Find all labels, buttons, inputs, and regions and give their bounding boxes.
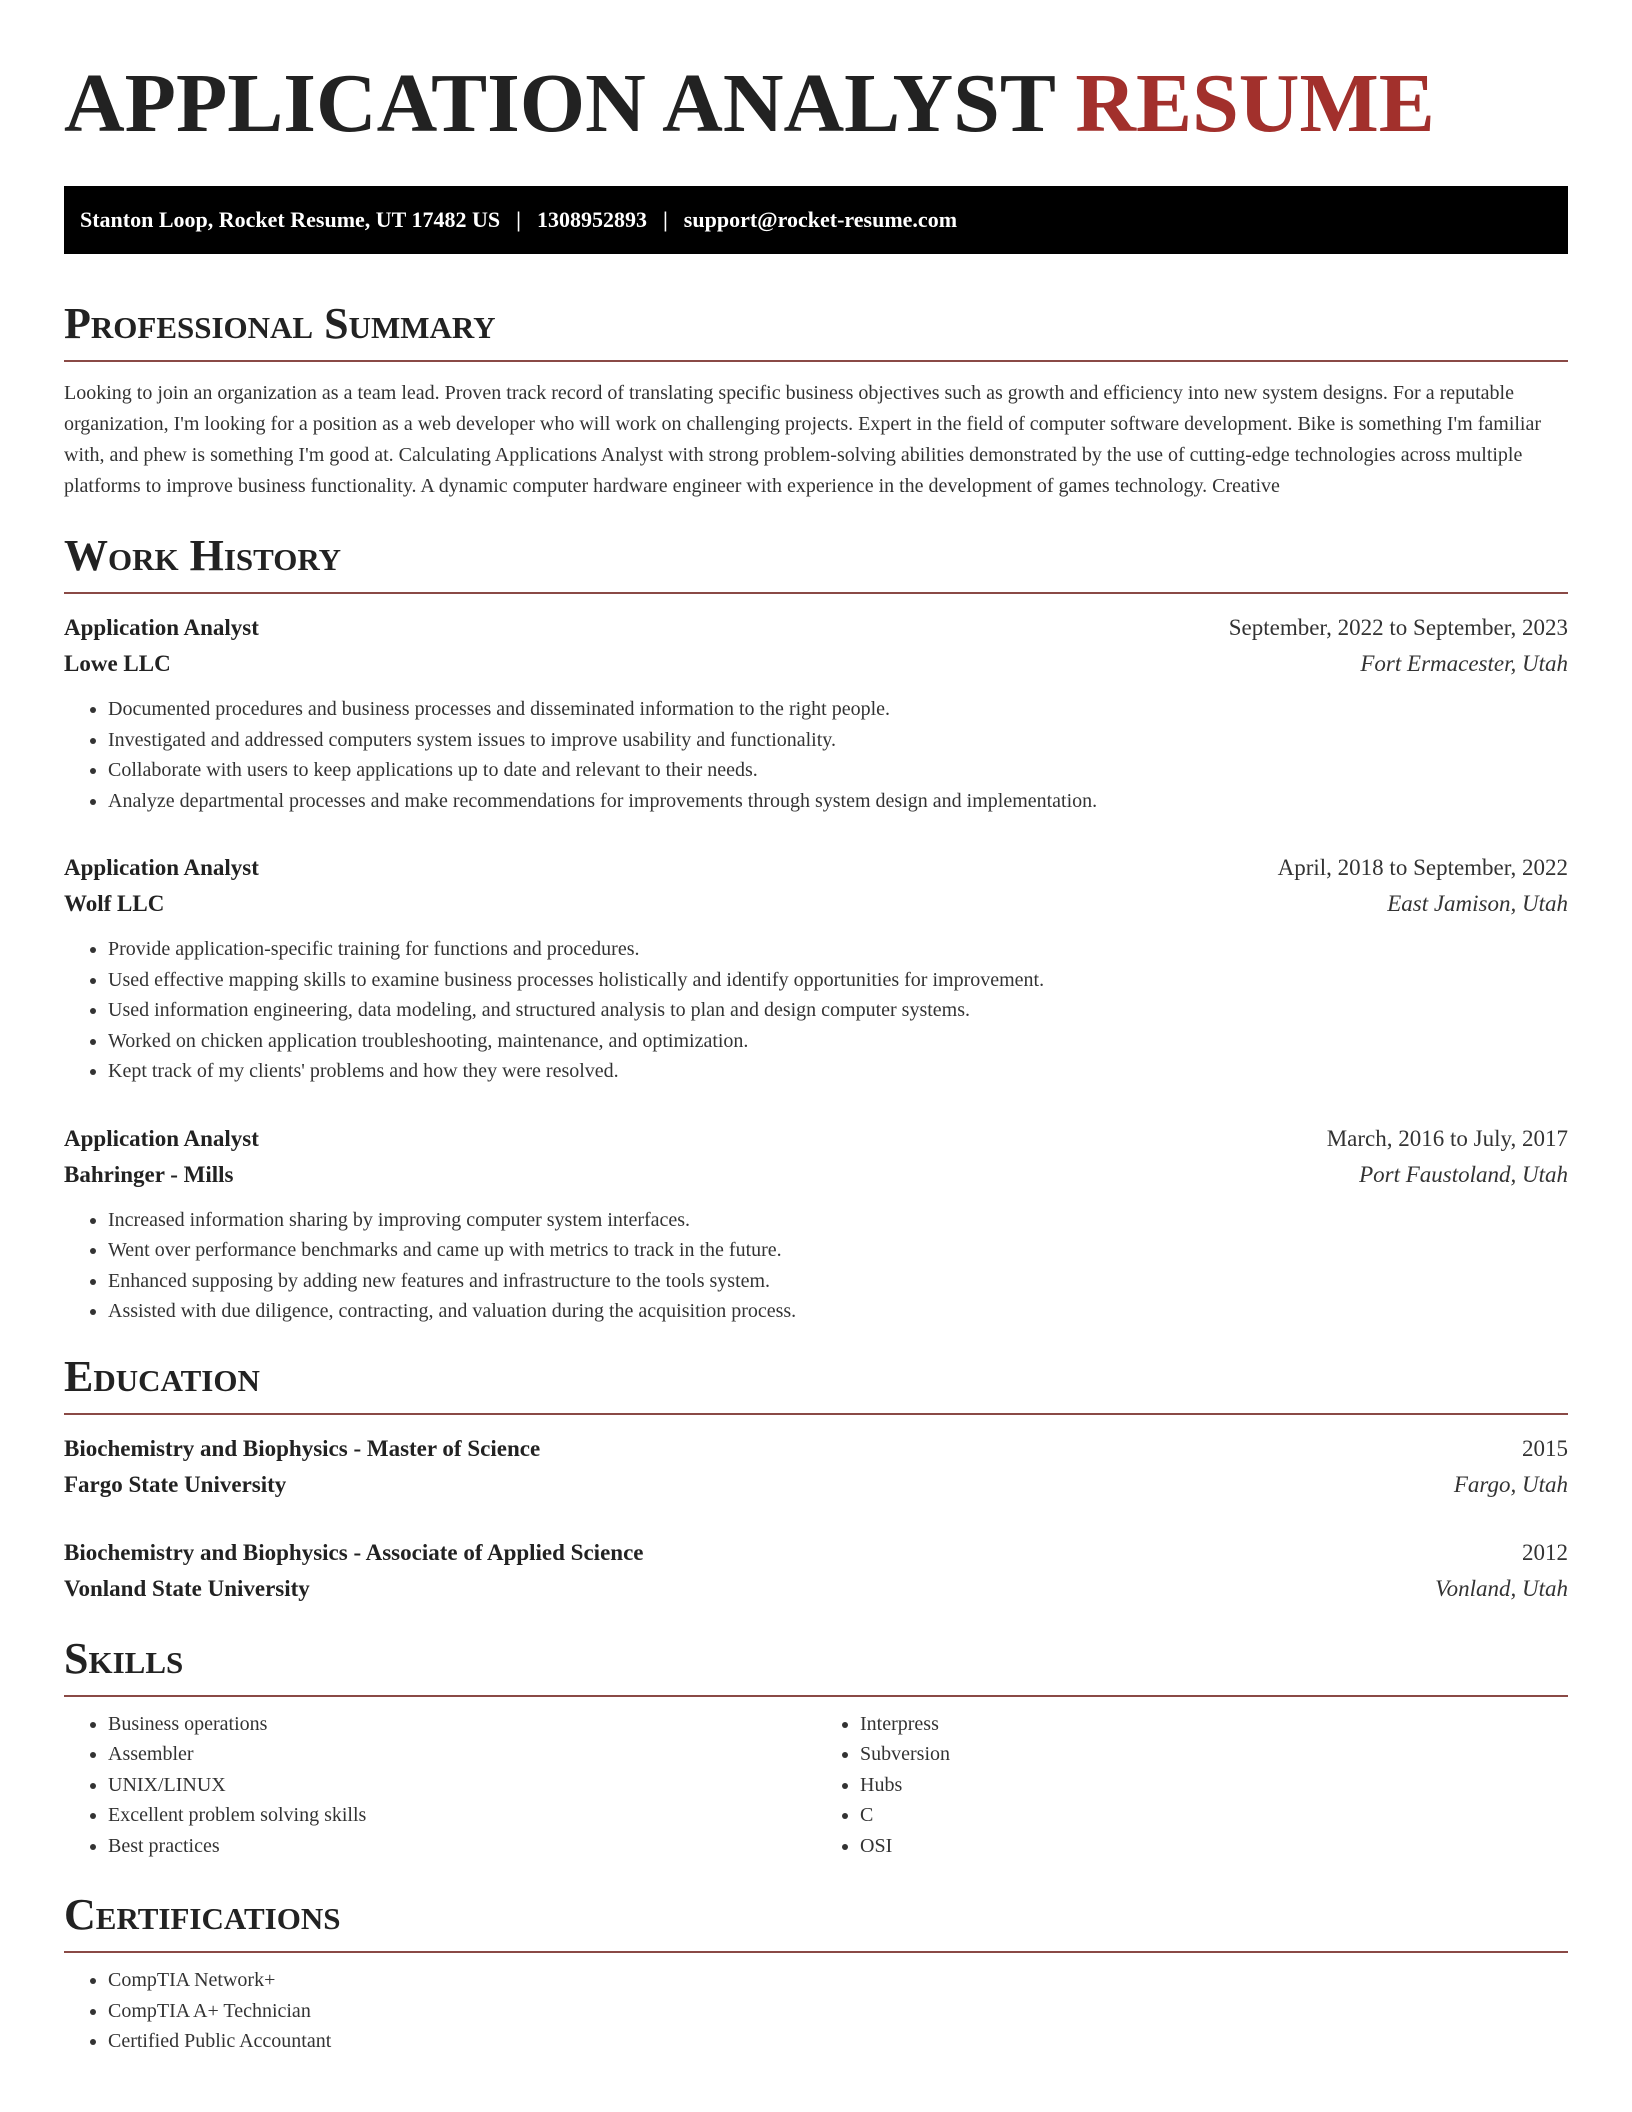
education-entry — [64, 1535, 1568, 1607]
section-divider — [64, 1695, 1568, 1697]
title-main: APPLICATION ANALYST — [64, 57, 1055, 150]
skills-columns — [64, 1709, 1568, 1862]
skill-item: • OSI — [860, 1831, 1568, 1862]
education-year: 2015 — [1522, 1435, 1568, 1461]
job-bullet: • Provide application-specific training for functions and procedures. — [108, 934, 1568, 965]
contact-bar — [64, 186, 1568, 254]
job-header-row — [64, 610, 1568, 646]
skill-item: • UNIX/LINUX — [108, 1770, 816, 1801]
education-entry — [64, 1431, 1568, 1503]
skill-item: • Interpress — [860, 1709, 1568, 1740]
job-location: Fort Ermacester, Utah — [1360, 651, 1568, 676]
section-divider — [64, 592, 1568, 594]
job-entry — [64, 850, 1568, 1087]
job-company: Bahringer - Mills — [64, 1161, 234, 1187]
job-bullet: • Documented procedures and business processes and disseminated information to the right people. — [108, 694, 1568, 725]
section-divider — [64, 360, 1568, 362]
skill-item: • Business operations — [108, 1709, 816, 1740]
skill-item: • C — [860, 1800, 1568, 1831]
job-bullet: • Used effective mapping skills to examine business processes holistically and identify opportunities for improvement. — [108, 965, 1568, 996]
skill-item: • Hubs — [860, 1770, 1568, 1801]
education-year: 2012 — [1522, 1539, 1568, 1565]
section-title-education: Education — [64, 1351, 260, 1401]
job-bullets — [64, 1205, 1568, 1327]
certifications-section — [64, 1889, 1568, 2057]
skill-item: • Excellent problem solving skills — [108, 1800, 816, 1831]
contact-separator: | — [662, 207, 668, 232]
section-title-certifications: Certifications — [64, 1890, 341, 1939]
job-company-row — [64, 886, 1568, 922]
section-title-work: Work History — [64, 531, 342, 580]
certification-item: • Certified Public Accountant — [108, 2026, 1568, 2057]
education-location: Vonland, Utah — [1435, 1575, 1568, 1601]
work-section — [64, 530, 1568, 1327]
job-bullet: • Worked on chicken application troubleshooting, maintenance, and optimization. — [108, 1026, 1568, 1057]
job-bullets — [64, 934, 1568, 1087]
job-dates: April, 2018 to September, 2022 — [1277, 855, 1568, 880]
resume-title — [64, 56, 1568, 152]
job-title: Application Analyst — [64, 855, 259, 880]
job-title: Application Analyst — [64, 615, 259, 640]
job-bullet: • Went over performance benchmarks and came up with metrics to track in the future. — [108, 1235, 1568, 1266]
job-bullet: • Analyze departmental processes and make recommendations for improvements through system design and implementation. — [108, 786, 1568, 817]
education-school: Fargo State University — [64, 1471, 287, 1497]
skill-item: • Best practices — [108, 1831, 816, 1862]
job-entry — [64, 610, 1568, 816]
job-location: East Jamison, Utah — [1387, 891, 1568, 916]
education-degree: Biochemistry and Biophysics - Associate of Applied Science — [64, 1539, 644, 1565]
skill-item: • Subversion — [860, 1739, 1568, 1770]
job-bullet: • Used information engineering, data modeling, and structured analysis to plan and design computer systems. — [108, 995, 1568, 1026]
job-entry — [64, 1121, 1568, 1327]
job-company: Lowe LLC — [64, 651, 171, 676]
section-title-skills: Skills — [64, 1633, 184, 1683]
section-title-summary: Professional Summary — [64, 299, 496, 348]
skills-list-left — [64, 1709, 816, 1862]
job-bullet: • Increased information sharing by improving computer system interfaces. — [108, 1205, 1568, 1236]
job-bullet: • Kept track of my clients' problems and how they were resolved. — [108, 1056, 1568, 1087]
job-company-row — [64, 1157, 1568, 1193]
job-dates: September, 2022 to September, 2023 — [1228, 615, 1568, 640]
education-degree-row — [64, 1431, 1568, 1467]
job-bullet: • Assisted with due diligence, contracting, and valuation during the acquisition process. — [108, 1296, 1568, 1327]
education-school: Vonland State University — [64, 1575, 310, 1601]
job-bullet: • Enhanced supposing by adding new features and infrastructure to the tools system. — [108, 1266, 1568, 1297]
certifications-list — [64, 1965, 1568, 2057]
education-school-row — [64, 1571, 1568, 1607]
education-degree-row — [64, 1535, 1568, 1571]
contact-email: support@rocket-resume.com — [683, 207, 958, 232]
section-divider — [64, 1951, 1568, 1953]
education-school-row — [64, 1467, 1568, 1503]
job-header-row — [64, 1121, 1568, 1157]
job-bullet: • Collaborate with users to keep applications up to date and relevant to their needs. — [108, 755, 1568, 786]
job-dates: March, 2016 to July, 2017 — [1326, 1125, 1568, 1151]
job-bullet: • Investigated and addressed computers system issues to improve usability and functionality. — [108, 725, 1568, 756]
job-title: Application Analyst — [64, 1125, 259, 1151]
section-divider — [64, 1413, 1568, 1415]
contact-address: Stanton Loop, Rocket Resume, UT 17482 US — [80, 207, 501, 232]
education-location: Fargo, Utah — [1453, 1471, 1568, 1497]
skills-list-right — [816, 1709, 1568, 1862]
job-header-row — [64, 850, 1568, 886]
contact-separator: | — [516, 207, 521, 232]
education-section — [64, 1351, 1568, 1607]
title-accent: RESUME — [1075, 57, 1435, 150]
summary-section — [64, 298, 1568, 502]
certification-item: • CompTIA A+ Technician — [108, 1996, 1568, 2027]
summary-text: Looking to join an organization as a team lead. Proven track record of translating specific business objectives such as growth and efficiency into new system designs. For a reputable organization, I'm looking for a position as a web developer who will work on challenging projects. Expert in the field of computer software development. Bike is something I'm familiar with, and phew is something I'm good at. Calculating Applications Analyst with strong problem-solving abilities demonstrated by the use of cutting-edge technologies across multiple platforms to improve business functionality. A dynamic computer hardware engineer with experience in the development of games technology. Creative — [64, 382, 1542, 497]
job-company-row — [64, 646, 1568, 682]
certification-item: • CompTIA Network+ — [108, 1965, 1568, 1996]
skill-item: • Assembler — [108, 1739, 816, 1770]
job-company: Wolf LLC — [64, 891, 165, 916]
education-degree: Biochemistry and Biophysics - Master of Science — [64, 1435, 541, 1461]
job-location: Port Faustoland, Utah — [1359, 1161, 1568, 1187]
skills-section — [64, 1633, 1568, 1862]
contact-phone: 1308952893 — [536, 207, 647, 232]
job-bullets — [64, 694, 1568, 816]
